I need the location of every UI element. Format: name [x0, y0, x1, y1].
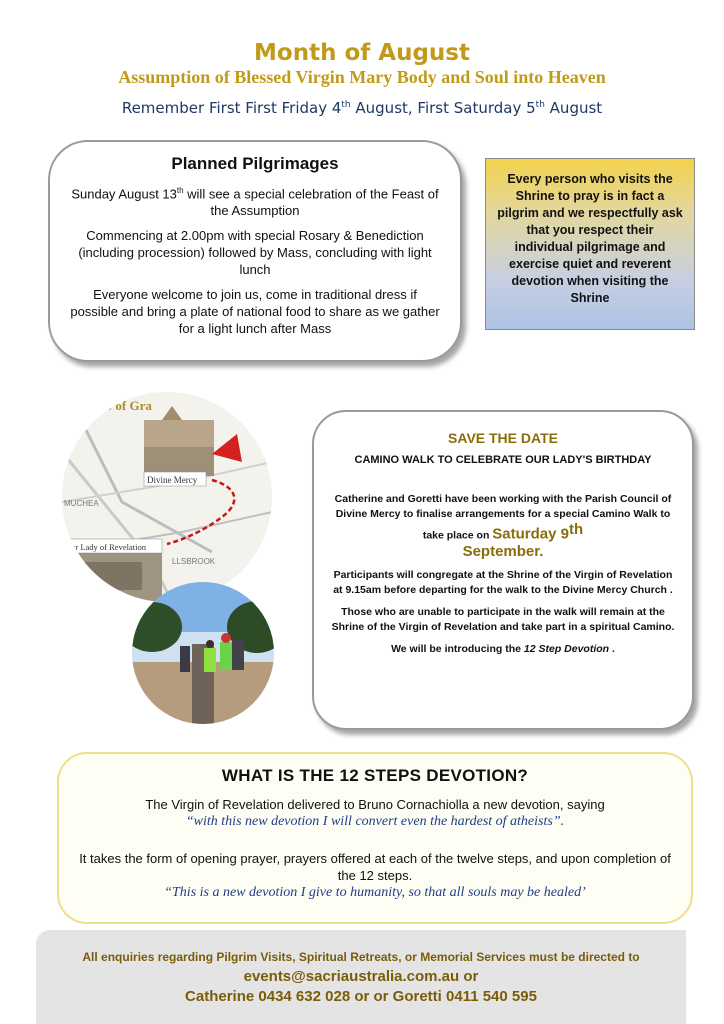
walk-date: Saturday 9 — [492, 525, 569, 543]
pilgrimages-p3: Everyone welcome to join us, come in traditional dress if possible and bring a plate of national food to share as we gather for a light lunch after Mass — [70, 287, 440, 337]
reminder-sup-1: th — [341, 100, 351, 110]
contact-email[interactable]: events@sacriaustralia.com.au or — [243, 968, 479, 985]
twelve-steps-title: WHAT IS THE 12 STEPS DEVOTION? — [221, 766, 529, 785]
camino-walk-subtitle: CAMINO WALK TO CELEBRATE OUR LADY'S BIRTHDAY — [354, 454, 652, 466]
save-date-p2: Participants will congregate at the Shrine of the Virgin of Revelation at 9.15am before departing for the walk to the Divine Mercy Church . — [333, 568, 673, 596]
photo-illustration — [132, 582, 274, 724]
save-the-date-card — [312, 410, 694, 730]
camino-map-image — [62, 392, 272, 602]
reminder-text-a: Remember First First Friday 4 — [121, 99, 342, 117]
p4-text-b: . — [609, 642, 615, 655]
walk-month: September. — [462, 542, 544, 560]
twelve-step-devotion-ref: 12 Step Devotion — [523, 642, 610, 655]
save-date-p4 — [330, 642, 676, 657]
page-subtitle: Assumption of Blessed Virgin Mary Body and Soul into Heaven — [118, 67, 606, 87]
pilgrimages-p2: Commencing at 2.00pm with special Rosary & Benediction (including procession) followed by Mass, concluding with light lunch — [78, 228, 432, 278]
map-illustration — [62, 392, 272, 602]
twelve-steps-quote2: “This is a new devotion I give to humanity, so that all souls may be healed’ — [164, 885, 586, 900]
save-date-p1 — [330, 492, 676, 561]
map-title: mino of Gra — [84, 398, 152, 413]
first-friday-reminder — [0, 99, 724, 117]
twelve-steps-box — [57, 752, 693, 924]
reminder-text-c: August — [544, 99, 603, 117]
page-title: Month of August — [254, 40, 470, 66]
save-the-date-title: SAVE THE DATE — [448, 430, 558, 446]
twelve-steps-p1: The Virgin of Revelation delivered to Bruno Cornachiolla a new devotion, saying — [145, 797, 605, 812]
map-label-our-lady: Our Lady of Revelation — [65, 542, 146, 552]
p1-text-b: will see a special celebration of the Feast of the Assumption — [183, 186, 439, 219]
twelve-steps-quote1: “with this new devotion I will convert even the hardest of atheists”. — [185, 814, 565, 829]
enquiries-text: All enquiries regarding Pilgrim Visits, Spiritual Retreats, or Memorial Services must be directed to — [82, 950, 640, 964]
save-date-p3: Those who are unable to participate in the walk will remain at the Shrine of the Virgin of Revelation and take part in a spiritual Camino. — [331, 605, 675, 633]
walk-date-sup: th — [568, 521, 584, 538]
pilgrimages-p1 — [68, 182, 442, 219]
reminder-sup-2: th — [535, 100, 545, 110]
pilgrimages-title: Planned Pilgrimages — [171, 154, 339, 173]
planned-pilgrimages-card — [48, 140, 462, 362]
p1-intro: Catherine and Goretti have been working with the Parish Council of Divine Mercy to finalise arrangements for a special Camino Walk to take place on — [334, 493, 672, 542]
reminder-text-b: August, First Saturday 5 — [350, 99, 536, 117]
map-label-muchea: MUCHEA — [64, 499, 99, 508]
contact-footer — [36, 930, 686, 1024]
p4-text-a: We will be introducing the — [391, 642, 524, 655]
map-label-divine-mercy: Divine Mercy — [147, 475, 198, 485]
twelve-steps-p2: It takes the form of opening prayer, prayers offered at each of the twelve steps, and upon completion of the 12 steps. — [79, 851, 671, 883]
pilgrims-walking-photo — [132, 582, 274, 724]
p1-sup: th — [176, 186, 184, 195]
p1-text-a: Sunday August 13 — [71, 186, 177, 202]
contact-phones: Catherine 0434 632 028 or or Goretti 0411 540 595 — [185, 988, 537, 1005]
pilgrim-note-box: Every person who visits the Shrine to pray is in fact a pilgrim and we respectfully ask that you respect their individual pilgrimage and exercise quiet and reverent devotion when visiting the Shrine — [485, 158, 695, 330]
map-label-bullsbrook: LLSBROOK — [172, 557, 216, 566]
